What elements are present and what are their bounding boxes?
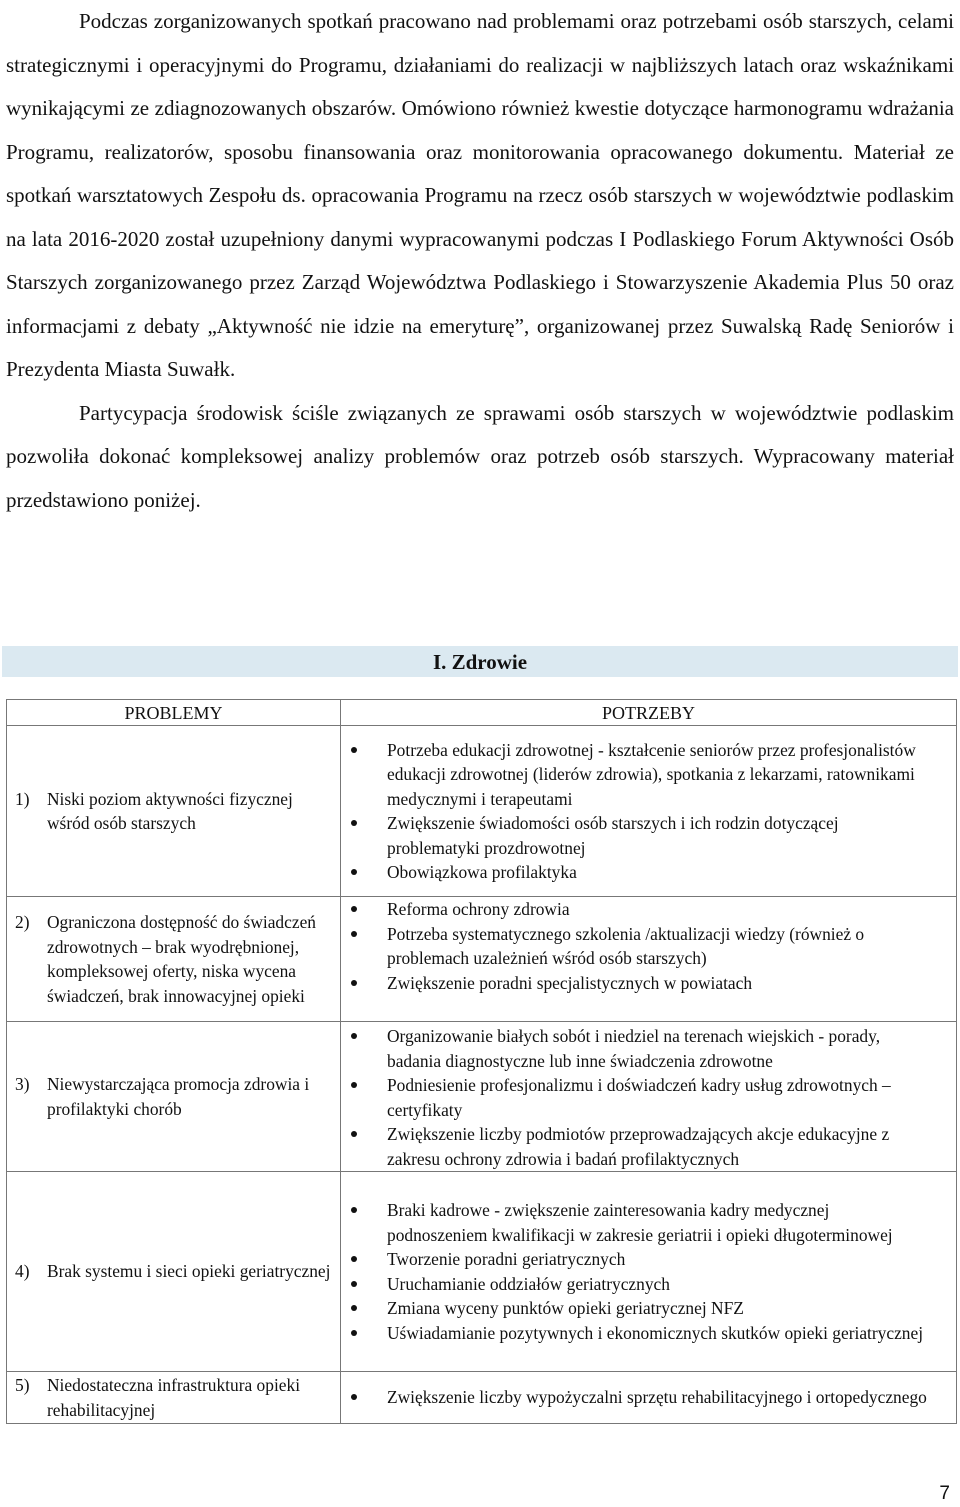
intro-paragraph-2: Partycypacja środowisk ściśle związanych ze sprawami osób starszych w województwie podlaskim pozwoliła dokonać kompleksowej analizy problemów oraz potrzeb osób starszych. Wypracowany materiał przedstawiono poniżej. — [6, 400, 954, 512]
need-item: Obowiązkowa profilaktyka — [341, 860, 956, 885]
need-item: Zmiana wyceny punktów opieki geriatrycznej NFZ — [341, 1296, 956, 1321]
need-item: Zwiększenie liczby podmiotów przeprowadzających akcje edukacyjne z zakresu ochrony zdrowia i badań profilaktycznych — [341, 1122, 956, 1171]
column-header-needs: POTRZEBY — [341, 700, 957, 726]
need-item: Organizowanie białych sobót i niedziel na terenach wiejskich - porady, badania diagnostyczne lub inne świadczenia zdrowotne — [341, 1024, 956, 1073]
need-item: Zwiększenie poradni specjalistycznych w powiatach — [341, 971, 956, 996]
problem-text: Niski poziom aktywności fizycznej wśród osób starszych — [47, 788, 293, 833]
need-item: Uruchamianie oddziałów geriatrycznych — [341, 1272, 956, 1297]
problem-cell — [7, 1022, 341, 1172]
problem-text: Niewystarczająca promocja zdrowia i profilaktyki chorób — [47, 1074, 310, 1119]
problem-cell — [7, 1172, 341, 1372]
problem-number: 3) — [15, 1074, 30, 1094]
problem-text: Niedostateczna infrastruktura opieki rehabilitacyjnej — [47, 1375, 301, 1420]
table-row — [7, 1022, 957, 1172]
intro-text — [6, 0, 954, 522]
needs-cell — [341, 1022, 957, 1172]
need-item: Potrzeba systematycznego szkolenia /aktualizacji wiedzy (również o problemach uzależnień wśród osób starszych) — [341, 922, 956, 971]
need-item: Uświadamianie pozytywnych i ekonomicznych skutków opieki geriatrycznej — [341, 1321, 956, 1346]
problem-number: 5) — [15, 1375, 30, 1395]
problem-text: Brak systemu i sieci opieki geriatrycznej — [47, 1261, 331, 1282]
problem-cell — [7, 1372, 341, 1424]
problems-needs-table — [6, 699, 957, 1424]
problem-number: 1) — [15, 788, 30, 809]
table-row — [7, 1172, 957, 1372]
need-item: Potrzeba edukacji zdrowotnej - kształcenie seniorów przez profesjonalistów edukacji zdrowotnej (liderów zdrowia), spotkania z lekarzami, ratownikami medycznymi i terapeutami — [341, 738, 956, 812]
problem-number: 4) — [15, 1261, 30, 1282]
needs-cell — [341, 897, 957, 1022]
problem-number: 2) — [15, 912, 30, 932]
intro-paragraph-1: Podczas zorganizowanych spotkań pracowano nad problemami oraz potrzebami osób starszych, celami strategicznymi i operacyjnymi do Programu, działaniami do realizacji w najbliższych latach oraz wskaźnikami wynikającymi ze zdiagnozowanych obszarów. Omówiono również kwestie dotyczące harmonogramu wdrażania Programu, realizatorów, sposobu finansowania oraz monitorowania opracowanego dokumentu. Materiał ze spotkań warsztatowych Zespołu ds. opracowania Programu na rzecz osób starszych w województwie podlaskim na lata 2016-2020 został uzupełniony danymi wypracowanymi podczas I Podlaskiego Forum Aktywności Osób Starszych zorganizowanego przez Zarząd Województwa Podlaskiego i Stowarzyszenie Akademia Plus 50 oraz informacjami z debaty „Aktywność nie idzie na emeryturę”, organizowanej przez Suwalską Radę Seniorów i Prezydenta Miasta Suwałk. — [6, 9, 954, 381]
need-item: Braki kadrowe - zwiększenie zainteresowania kadry medycznej podnoszeniem kwalifikacji w zakresie geriatrii i opieki długoterminowej — [341, 1198, 956, 1247]
column-header-problems: PROBLEMY — [7, 700, 341, 726]
problem-cell — [7, 897, 341, 1022]
problem-text: Ograniczona dostępność do świadczeń zdrowotnych – brak wyodrębnionej, kompleksowej oferty, niska wycena świadczeń, brak innowacyjnej opieki — [47, 912, 316, 1006]
table-row — [7, 897, 957, 1022]
need-item: Tworzenie poradni geriatrycznych — [341, 1247, 956, 1272]
need-item: Reforma ochrony zdrowia — [341, 897, 956, 922]
need-item: Zwiększenie świadomości osób starszych i ich rodzin dotyczącej problematyki prozdrowotnej — [341, 811, 956, 860]
need-item: Podniesienie profesjonalizmu i doświadczeń kadry usług zdrowotnych – certyfikaty — [341, 1073, 956, 1122]
section-heading: I. Zdrowie — [2, 646, 958, 677]
needs-cell — [341, 1172, 957, 1372]
page-number: 7 — [939, 1483, 950, 1504]
problem-cell — [7, 726, 341, 897]
needs-cell — [341, 726, 957, 897]
needs-cell — [341, 1372, 957, 1424]
table-row — [7, 726, 957, 897]
need-item: Zwiększenie liczby wypożyczalni sprzętu rehabilitacyjnego i ortopedycznego — [341, 1385, 956, 1410]
table-row — [7, 1372, 957, 1424]
